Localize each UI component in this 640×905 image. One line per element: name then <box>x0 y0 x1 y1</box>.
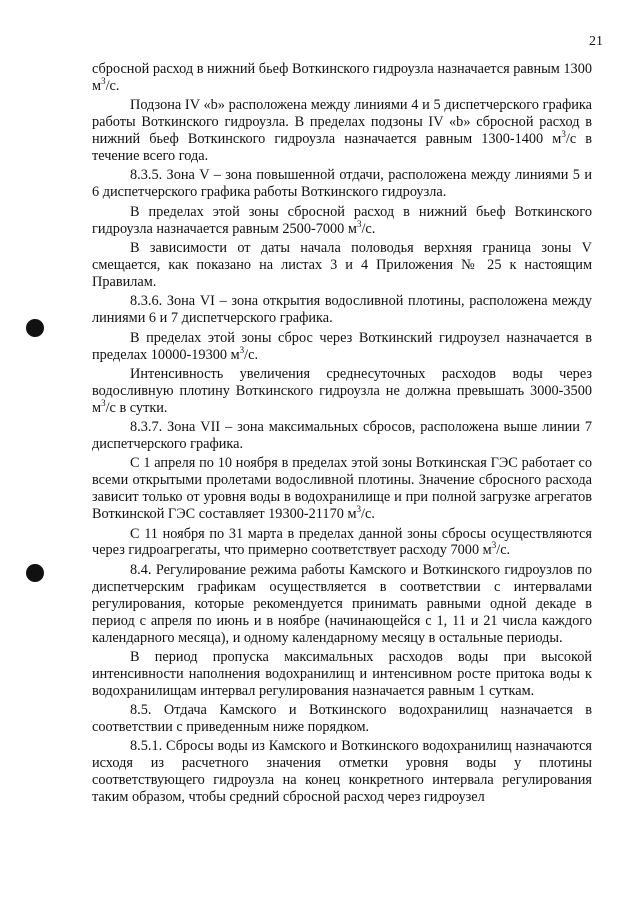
superscript: 3 <box>561 129 566 140</box>
paragraph: В зависимости от даты начала половодья верхняя граница зоны V смещается, как показано на листах 3 и 4 Приложения № 25 к настоящим Правилам. <box>92 240 592 290</box>
paragraph: В пределах этой зоны сброс через Воткинский гидроузел назначается в пределах 10000-19300 $м^3/с$. <box>92 329 592 363</box>
paragraph: В период пропуска максимальных расходов воды при высокой интенсивности наполнения водохранилищ и интенсивном росте притока воды к водохранилищам интервал регулирования назначается равным 1 суткам. <box>92 648 592 699</box>
binder-hole-top <box>26 319 44 337</box>
paragraph: 8.3.5. Зона V – зона повышенной отдачи, расположена между линиями 5 и 6 диспетчерского графика работы Воткинского гидроузла. <box>92 167 592 201</box>
paragraph: Подзона IV «b» расположена между линиями 4 и 5 диспетчерского графика работы Воткинского гидроузла. В пределах подзоны IV «b» сбросной расход в нижний бьеф Воткинского гидроузла назначается равным 1300-1400 $м^3/с$ в течение всего года. <box>92 97 592 165</box>
superscript: 3 <box>239 344 245 355</box>
superscript: 3 <box>356 504 361 515</box>
paragraph: 8.3.6. Зона VI – зона открытия водосливной плотины, расположена между линиями 6 и 7 диспетчерского графика. <box>92 293 592 327</box>
paragraph: С 1 апреля по 10 ноября в пределах этой зоны Воткинская ГЭС работает со всеми открытыми пролетами водосливной плотины. Значение сбросного расхода зависит только от уровня воды в водохранилище и при полной загрузке агрегатов Воткинской ГЭС составляет 19300-21170 $м^3/с$. <box>92 455 592 523</box>
superscript: 3 <box>101 76 106 87</box>
superscript: 3 <box>101 397 106 408</box>
paragraph: сбросной расход в нижний бьеф Воткинского гидроузла назначается равным 1300 $м^3/с$. <box>92 61 592 94</box>
binder-hole-bottom <box>26 564 44 582</box>
paragraph: С 11 ноября по 31 марта в пределах данной зоны сбросы осуществляются через гидроагрегаты, что примерно соответствует расходу 7000 $м^3/с$. <box>92 525 592 559</box>
superscript: 3 <box>491 540 497 551</box>
paragraph: 8.3.7. Зона VII – зона максимальных сбросов, расположена выше линии 7 диспетчерского графика. <box>92 419 592 453</box>
paragraph: 8.5. Отдача Камского и Воткинского водохранилищ назначается в соответствии с приведенным ниже порядком. <box>92 702 592 736</box>
superscript: 3 <box>356 218 362 229</box>
document-body <box>92 61 592 809</box>
paragraph: В пределах этой зоны сбросной расход в нижний бьеф Воткинского гидроузла назначается равным 2500-7000 $м^3/с$. <box>92 203 592 237</box>
paragraph: 8.4. Регулирование режима работы Камского и Воткинского гидроузлов по диспетчерским графикам осуществляется в соответствии с интервалами регулирования, которые рекомендуется принимать равными одной декаде в период с апреля по июнь и в ноябре (начинающейся с 1, 11 и 21 числа каждого календарного месяца), и одному календарному месяцу в остальные периоды. <box>92 561 592 646</box>
paragraph: 8.5.1. Сбросы воды из Камского и Воткинского водохранилищ назначаются исходя из расчетного значения отметки уровня воды у плотины соответствующего гидроузла на конец конкретного интервала регулирования таким образом, чтобы средний сбросной расход через гидроузел <box>92 738 592 806</box>
page-number: 21 <box>589 34 603 49</box>
paragraph: Интенсивность увеличения среднесуточных расходов воды через водосливную плотину Воткинского гидроузла не должна превышать 3000-3500 $м^3/с$ в сутки. <box>92 365 592 416</box>
